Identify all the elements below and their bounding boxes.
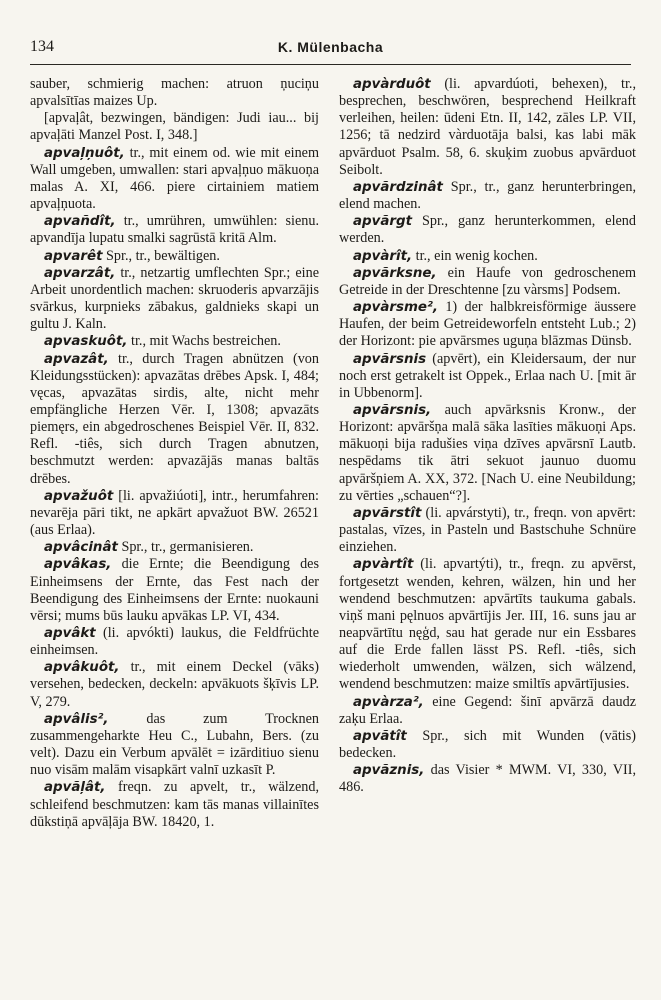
entry-headword: apvâlis², <box>44 711 109 727</box>
page-number: 134 <box>30 38 54 55</box>
entry-text: (li. apvárstyti), tr., freqn. von apvērt: pastalas, vīzes, in Pasteln und Bastschuhe Schnüre einziehen. <box>339 504 636 556</box>
entry-headword: apvãznis, <box>353 763 425 779</box>
entry-headword: apvãrgt <box>353 214 412 230</box>
entry-text: sauber, schmierig machen: atruon ņuciņu apvalsītīas maizes Up. <box>30 76 319 110</box>
entry-headword: apvàrît, <box>353 248 413 264</box>
entry-text: Spr., tr., germanisieren. <box>121 539 254 556</box>
entry-text: das zum Trocknen zusammengeharkte Heu C., Lubahn, Bers. (zu velt). Dazu ein Verbum apvālēt = izārditiuo sienu nuo visām malām visapkārt valnī uzkasīt P. <box>30 710 319 779</box>
left-column <box>30 76 319 992</box>
dictionary-entry <box>30 265 319 334</box>
entry-headword: apvâkuôt, <box>44 660 120 676</box>
entry-text: tr., ein wenig kochen. <box>415 247 538 264</box>
entry-headword: apvãtît <box>353 728 407 744</box>
entry-text: (li. apvartýti), tr., freqn. zu apvērst, fortgesetzt wenden, kehren, wälzen, hin und her wendend beschmutzen: apvārtīts taukuma gabals. viņš mani pęlnuos apvārtījis Jer. III, 16. suns jau ar neapvārtītu nęģd, sau hat gerade nur ein Essbares auf die Erde fallen lässt PS. Refl. -tiês, sich wiederholt umwenden, wälzen, sich wälzend, wendend beschmutzen: maize smiltīs apvārtījusies. <box>339 556 636 693</box>
dictionary-entry <box>339 265 636 299</box>
entry-headword: apvàrduôt <box>353 77 431 92</box>
entry-headword: apvâkt <box>44 626 96 641</box>
entry-text: eine Gegend: šinī apvārzā daudz zaķu Erlaa. <box>339 693 636 727</box>
entry-headword: apvažuôt <box>44 488 114 504</box>
entry-text: Spr., sich mit Wunden (vātis) bedecken. <box>339 727 636 762</box>
entry-text: 1) der halbkreisförmige äussere Haufen, der beim Getreideworfeln entsteht Lub.; 2) der Horizont: pie apvārsmes uguņa blāzmas Dünsb. <box>339 299 636 350</box>
dictionary-entry <box>339 76 636 179</box>
entry-text: Spr., tr., bewältigen. <box>106 247 220 264</box>
entry-text: (li. apvókti) laukus, die Feldfrüchte einheimsen. <box>30 625 319 659</box>
dictionary-entry <box>339 762 636 796</box>
right-column <box>339 76 636 992</box>
entry-text: [apvaļât, bezwingen, bändigen: Judi iau... bij apvaļāti Manzel Post. I, 348.] <box>30 110 319 144</box>
dictionary-entry <box>30 711 319 780</box>
entry-text: ein Haufe von gedroschenem Getreide in der Dreschtenne [zu vàrsms] Podsem. <box>339 264 636 298</box>
entry-headword: apvañdît, <box>44 214 116 230</box>
dictionary-entry <box>339 556 636 693</box>
entry-headword: apvãrksne, <box>353 265 437 281</box>
entry-headword: apvãrsnis, <box>353 402 432 418</box>
dictionary-entry <box>30 351 319 488</box>
dictionary-entry <box>30 110 319 144</box>
entry-headword: apvazât, <box>44 351 109 367</box>
entry-text: tr., netzartig umflechten Spr.; eine Arbeit unordentlich machen: skruoderis apvarzājis svārkus, kurpnieks zābakus, galdnieks skapi un gultu J. Kaln. <box>30 264 319 333</box>
entry-headword: apvãrsnis <box>353 351 427 367</box>
entry-text: (apvērt), ein Kleidersaum, der nur noch erst getrakelt ist Oppek., Erlaa nach U. [mit ār in Ubbenorm]. <box>339 350 636 401</box>
dictionary-entry <box>339 351 636 402</box>
entry-text: die Ernte; die Beendigung des Einheimsens der Ernte, das Fest nach der Beendigung des Einheimsens der Ernte: nuokauni vērsi; mums būs lauku apvākas LP. VI, 434. <box>30 556 319 624</box>
dictionary-entry <box>339 728 636 762</box>
dictionary-entry <box>30 145 319 214</box>
page-header <box>30 34 631 65</box>
dictionary-entry <box>339 402 636 505</box>
dictionary-entry <box>30 556 319 625</box>
dictionary-entry <box>339 213 636 247</box>
entry-text: Spr., tr., ganz herunterbringen, elend machen. <box>339 178 636 213</box>
entry-text: auch apvārksnis Kronw., der Horizont: apvāršņa malā sāka lasīties mākuoņi Aps. mākuoņi bija radušies viņa dzīves apvārsnī Lautb. nespēdams tik ātri sekuot jaunuo duomu apvāršņiem A. XX, 372. [Nach U. eine Neubildung; zu vērties „schauen“?]. <box>339 401 636 504</box>
dictionary-entry <box>339 505 636 556</box>
dictionary-entry <box>30 76 319 110</box>
dictionary-entry <box>339 299 636 350</box>
dictionary-entry <box>30 488 319 539</box>
entry-text: tr., mit Wachs bestreichen. <box>131 333 281 350</box>
entry-headword: apvàrsme², <box>353 300 438 316</box>
dictionary-entry <box>30 625 319 659</box>
entry-text: das Visier * MWM. VI, 330, VII, 486. <box>339 762 636 796</box>
entry-headword: apvâcinât <box>44 540 118 556</box>
dictionary-entry <box>30 539 319 556</box>
entry-text: (li. apvardúoti, behexen), tr., besprechen, beschwören, besprechend Heilkraft verleihen, heilen: ūdeni Etn. II, 142, zāles LP. VII, 1256; tā nedzird vàrduotāja balsi, kas labi māk apvārduot Psalm. 58, 6. skuķim zuobus apvārduot Seibolt. <box>339 76 636 178</box>
entry-text: tr., mit einem od. wie mit einem Wall umgeben, umwallen: stari apvaļņuo mākuoņa malas A. XI, 466. piere cirtainiem matiem apvaļņuota. <box>30 144 319 213</box>
entry-text: Spr., ganz herunterkommen, elend werden. <box>339 213 636 247</box>
entry-text: freqn. zu apvelt, tr., wälzend, schleifend beschmutzen: kam tās manas villainītes dūkstiņā apvāļāja BW. 18420, 1. <box>30 779 319 830</box>
dictionary-entry <box>339 179 636 213</box>
entry-headword: apvàrza², <box>353 694 424 710</box>
entry-headword: apvaskuôt, <box>44 334 128 350</box>
entry-headword: apvarêt <box>44 248 103 264</box>
dictionary-entry <box>30 779 319 830</box>
dictionary-entry <box>30 659 319 710</box>
entry-text: [li. apvažiúoti], intr., herumfahren: nevarēja pāri tikt, ne apkārt apvažuot BW. 26521 (aus Erlaa). <box>30 487 319 539</box>
dictionary-entry <box>339 694 636 728</box>
entry-headword: apvãrstît <box>353 505 422 521</box>
entry-headword: apvàrtît <box>353 557 414 573</box>
entry-text: tr., mit einem Deckel (vāks) versehen, bedecken, deckeln: apvākuots šķīvis LP. V, 279. <box>30 659 319 710</box>
entry-headword: apvâkas, <box>44 557 112 573</box>
dictionary-entry <box>30 213 319 247</box>
dictionary-entry <box>30 248 319 265</box>
entry-headword: apvãrdzinât <box>353 179 443 195</box>
entry-text: tr., durch Tragen abnützen (von Kleidungsstücken): apvazātas drēbes Apsk. I, 484; vęcas, apvazātas sirdis, alte, nicht mehr empfängliche Herzen Vēr. I, 1308; apvazāts piemęrs, ein abgedroschenes Beispiel Vēr. II, 832. Refl. -tiês, sich durch Tragen abnutzen, beschmutzt werden: apvazājās manas baltās drēbes. <box>30 350 319 487</box>
dictionary-entry <box>30 333 319 350</box>
entry-headword: apvaļņuôt, <box>44 145 125 161</box>
dictionary-entry <box>339 248 636 265</box>
entry-headword: apvarzât, <box>44 265 116 281</box>
entry-text: tr., umrühren, umwühlen: sienu. apvandīja lupatu smalki sagrūstā kritā Alm. <box>30 213 319 247</box>
running-head: K. Mülenbacha <box>277 39 384 55</box>
entry-headword: apvãļât, <box>44 780 106 796</box>
